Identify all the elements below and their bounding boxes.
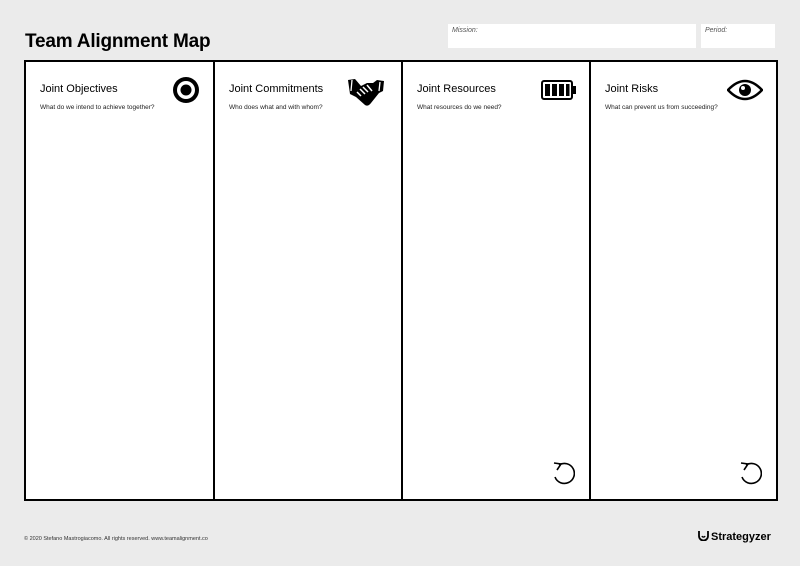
mission-field[interactable]: [448, 24, 696, 48]
copyright-text: © 2020 Stefano Mastrogiacomo. All rights reserved. www.teamalignment.co: [24, 536, 208, 542]
column-title: Joint Commitments: [229, 83, 324, 95]
column-question: What can prevent us from succeeding?: [605, 104, 718, 111]
column-question: What resources do we need?: [417, 104, 502, 111]
battery-icon: [541, 80, 577, 105]
strategyzer-icon: [698, 530, 709, 544]
column-joint-resources[interactable]: [403, 62, 591, 499]
column-joint-objectives[interactable]: [26, 62, 215, 499]
period-field[interactable]: [701, 24, 775, 48]
handshake-icon: [347, 76, 385, 115]
column-joint-commitments[interactable]: [215, 62, 403, 499]
column-question: Who does what and with whom?: [229, 104, 323, 111]
undo-arrow-icon: [551, 460, 575, 493]
column-title: Joint Risks: [605, 83, 659, 95]
column-joint-risks[interactable]: [591, 62, 776, 499]
page-title: Team Alignment Map: [25, 31, 211, 52]
brand-logo: [698, 530, 771, 544]
brand-name: Strategyzer: [711, 531, 771, 543]
column-question: What do we intend to achieve together?: [40, 104, 155, 111]
mission-label: Mission:: [452, 27, 478, 34]
target-icon: [172, 76, 200, 109]
alignment-board: [24, 60, 778, 501]
column-title: Joint Objectives: [40, 83, 118, 95]
period-label: Period:: [705, 27, 728, 34]
column-title: Joint Resources: [417, 83, 496, 95]
eye-icon: [727, 78, 763, 107]
undo-arrow-icon: [738, 460, 762, 493]
